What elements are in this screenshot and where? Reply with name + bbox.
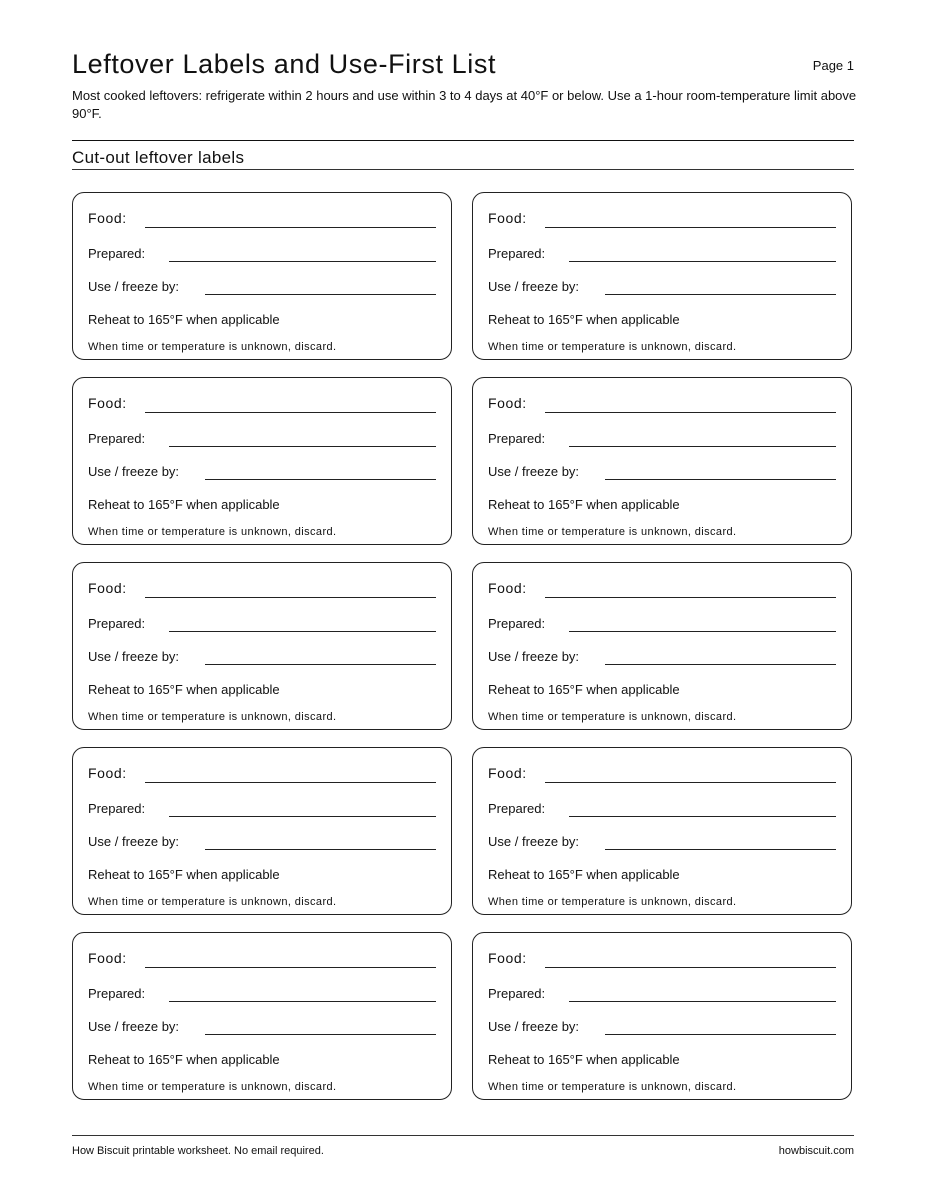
use-by-label: Use / freeze by: bbox=[88, 834, 180, 849]
leftover-label-card bbox=[472, 562, 852, 730]
use-by-label: Use / freeze by: bbox=[88, 279, 180, 294]
page-number: Page 1 bbox=[812, 58, 854, 73]
food-label: Food: bbox=[488, 210, 527, 226]
reheat-note: Reheat to 165°F when applicable bbox=[488, 867, 680, 882]
reheat-note: Reheat to 165°F when applicable bbox=[488, 312, 680, 327]
use-by-blank-line[interactable] bbox=[605, 1034, 836, 1035]
food-label: Food: bbox=[488, 395, 527, 411]
leftover-label-card bbox=[72, 747, 452, 915]
reheat-note: Reheat to 165°F when applicable bbox=[88, 1052, 280, 1067]
prepared-blank-line[interactable] bbox=[569, 1001, 836, 1002]
prepared-blank-line[interactable] bbox=[169, 631, 436, 632]
food-blank-line[interactable] bbox=[145, 782, 436, 783]
food-blank-line[interactable] bbox=[545, 597, 836, 598]
food-label: Food: bbox=[88, 765, 127, 781]
use-by-blank-line[interactable] bbox=[605, 664, 836, 665]
food-blank-line[interactable] bbox=[545, 412, 836, 413]
discard-note: When time or temperature is unknown, discard. bbox=[88, 526, 337, 538]
use-by-label: Use / freeze by: bbox=[488, 464, 580, 479]
prepared-label: Prepared: bbox=[88, 801, 146, 816]
use-by-label: Use / freeze by: bbox=[88, 649, 180, 664]
use-by-label: Use / freeze by: bbox=[88, 464, 180, 479]
use-by-label: Use / freeze by: bbox=[488, 279, 580, 294]
prepared-blank-line[interactable] bbox=[569, 816, 836, 817]
header-divider bbox=[72, 140, 854, 141]
leftover-label-card bbox=[72, 192, 452, 360]
footer-divider bbox=[72, 1135, 854, 1136]
use-by-blank-line[interactable] bbox=[605, 479, 836, 480]
page-title: Leftover Labels and Use-First List bbox=[72, 49, 497, 79]
use-by-label: Use / freeze by: bbox=[88, 1019, 180, 1034]
use-by-blank-line[interactable] bbox=[205, 849, 436, 850]
use-by-label: Use / freeze by: bbox=[488, 1019, 580, 1034]
prepared-label: Prepared: bbox=[88, 431, 146, 446]
footer-note: How Biscuit printable worksheet. No email required. bbox=[72, 1145, 324, 1157]
use-by-label: Use / freeze by: bbox=[488, 649, 580, 664]
discard-note: When time or temperature is unknown, discard. bbox=[488, 1081, 737, 1093]
discard-note: When time or temperature is unknown, discard. bbox=[88, 896, 337, 908]
discard-note: When time or temperature is unknown, discard. bbox=[88, 1081, 337, 1093]
footer-website: howbiscuit.com bbox=[778, 1145, 854, 1157]
food-label: Food: bbox=[488, 950, 527, 966]
prepared-label: Prepared: bbox=[88, 246, 146, 261]
use-by-blank-line[interactable] bbox=[605, 849, 836, 850]
reheat-note: Reheat to 165°F when applicable bbox=[88, 312, 280, 327]
food-label: Food: bbox=[488, 580, 527, 596]
prepared-label: Prepared: bbox=[88, 616, 146, 631]
prepared-label: Prepared: bbox=[488, 431, 546, 446]
leftover-label-card bbox=[72, 377, 452, 545]
prepared-blank-line[interactable] bbox=[569, 446, 836, 447]
discard-note: When time or temperature is unknown, discard. bbox=[88, 341, 337, 353]
food-blank-line[interactable] bbox=[145, 412, 436, 413]
use-by-blank-line[interactable] bbox=[205, 294, 436, 295]
discard-note: When time or temperature is unknown, discard. bbox=[488, 711, 737, 723]
food-label: Food: bbox=[88, 395, 127, 411]
food-blank-line[interactable] bbox=[545, 227, 836, 228]
use-by-label: Use / freeze by: bbox=[488, 834, 580, 849]
leftover-label-card bbox=[472, 377, 852, 545]
use-by-blank-line[interactable] bbox=[205, 479, 436, 480]
prepared-blank-line[interactable] bbox=[569, 261, 836, 262]
discard-note: When time or temperature is unknown, discard. bbox=[88, 711, 337, 723]
prepared-blank-line[interactable] bbox=[569, 631, 836, 632]
food-label: Food: bbox=[88, 580, 127, 596]
food-label: Food: bbox=[88, 950, 127, 966]
prepared-blank-line[interactable] bbox=[169, 446, 436, 447]
leftover-label-card bbox=[472, 932, 852, 1100]
discard-note: When time or temperature is unknown, discard. bbox=[488, 896, 737, 908]
use-by-blank-line[interactable] bbox=[605, 294, 836, 295]
discard-note: When time or temperature is unknown, discard. bbox=[488, 526, 737, 538]
prepared-blank-line[interactable] bbox=[169, 261, 436, 262]
food-blank-line[interactable] bbox=[145, 227, 436, 228]
food-label: Food: bbox=[88, 210, 127, 226]
food-label: Food: bbox=[488, 765, 527, 781]
prepared-blank-line[interactable] bbox=[169, 1001, 436, 1002]
food-blank-line[interactable] bbox=[145, 597, 436, 598]
use-by-blank-line[interactable] bbox=[205, 1034, 436, 1035]
section-divider bbox=[72, 169, 854, 170]
discard-note: When time or temperature is unknown, discard. bbox=[488, 341, 737, 353]
leftover-label-card bbox=[472, 747, 852, 915]
food-blank-line[interactable] bbox=[145, 967, 436, 968]
labels-grid bbox=[72, 192, 854, 1102]
food-blank-line[interactable] bbox=[545, 782, 836, 783]
food-blank-line[interactable] bbox=[545, 967, 836, 968]
leftover-label-card bbox=[472, 192, 852, 360]
prepared-label: Prepared: bbox=[488, 616, 546, 631]
reheat-note: Reheat to 165°F when applicable bbox=[488, 1052, 680, 1067]
reheat-note: Reheat to 165°F when applicable bbox=[88, 682, 280, 697]
section-title: Cut-out leftover labels bbox=[72, 148, 245, 167]
leftover-label-card bbox=[72, 562, 452, 730]
prepared-label: Prepared: bbox=[488, 801, 546, 816]
page-header bbox=[72, 46, 854, 86]
prepared-label: Prepared: bbox=[488, 986, 546, 1001]
use-by-blank-line[interactable] bbox=[205, 664, 436, 665]
intro-text: Most cooked leftovers: refrigerate within 2 hours and use within 3 to 4 days at 40°F or below. Use a 1-hour room-temperature limit above 90°F. bbox=[72, 88, 857, 121]
prepared-label: Prepared: bbox=[88, 986, 146, 1001]
prepared-blank-line[interactable] bbox=[169, 816, 436, 817]
prepared-label: Prepared: bbox=[488, 246, 546, 261]
reheat-note: Reheat to 165°F when applicable bbox=[88, 497, 280, 512]
reheat-note: Reheat to 165°F when applicable bbox=[488, 682, 680, 697]
leftover-label-card bbox=[72, 932, 452, 1100]
reheat-note: Reheat to 165°F when applicable bbox=[488, 497, 680, 512]
reheat-note: Reheat to 165°F when applicable bbox=[88, 867, 280, 882]
